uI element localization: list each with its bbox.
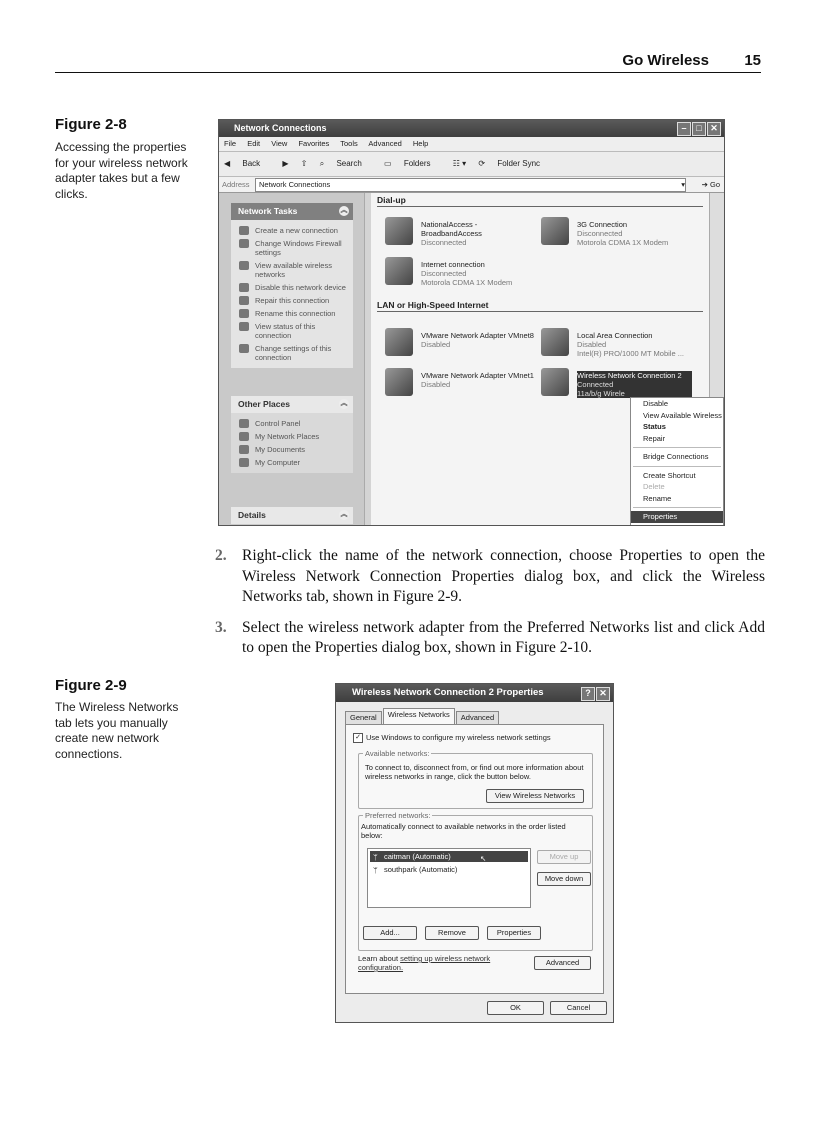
menu-separator [633, 447, 721, 448]
network-places-icon [239, 432, 249, 441]
search-icon: ⌕ [319, 159, 327, 168]
folders-icon: ▭ [384, 159, 394, 168]
network-connections-window [218, 119, 725, 526]
settings-icon [239, 344, 249, 353]
connection-name: NationalAccess - BroadbandAccess [421, 220, 482, 238]
dialog-tabs [345, 711, 500, 724]
running-head [55, 52, 761, 73]
ctx-bridge[interactable]: Bridge Connections [643, 452, 709, 461]
dialog-title: Wireless Network Connection 2 Properties [352, 687, 544, 698]
search-label: Search [336, 159, 362, 168]
place-documents[interactable] [231, 443, 353, 456]
window-titlebar [219, 120, 724, 137]
menu-bar [219, 137, 724, 152]
task-repair[interactable] [231, 294, 353, 307]
connection-name: VMware Network Adapter VMnet1 [421, 371, 534, 380]
step-text: Select the wireless network adapter from the Preferred Networks list and click Add to open the Properties dialog box, shown in Figure 2-10. [242, 618, 765, 656]
wireless-connection-icon [541, 368, 569, 396]
connection-status: Disabled [421, 380, 451, 389]
cursor-icon: ↖ [480, 854, 487, 863]
other-places-panel [231, 396, 353, 473]
connection-status: Disabled [421, 340, 451, 349]
lan-connection-icon [385, 328, 413, 356]
connection-item[interactable] [385, 217, 535, 251]
task-label: Disable this network device [255, 283, 346, 292]
move-up-button: Move up [537, 850, 591, 864]
instruction-steps [215, 546, 765, 669]
use-windows-checkbox[interactable] [353, 733, 551, 743]
connection-name: Wireless Network Connection 2 [577, 371, 682, 380]
repair-icon [239, 296, 249, 305]
remove-button[interactable]: Remove [425, 926, 479, 940]
dialog-body [345, 724, 604, 994]
folder-sync-button[interactable] [478, 159, 550, 168]
step-number: 3. [215, 618, 227, 636]
lan-connection-icon [385, 368, 413, 396]
go-icon: ➔ [701, 180, 710, 189]
other-places-title: Other Places [238, 399, 290, 409]
task-label: Change settings of this connection [255, 344, 332, 362]
tab-advanced[interactable]: Advanced [456, 711, 499, 724]
task-disable-device[interactable] [231, 281, 353, 294]
connection-name: VMware Network Adapter VMnet8 [421, 331, 534, 340]
task-label: Create a new connection [255, 226, 338, 235]
sync-icon: ⟳ [478, 159, 488, 168]
dialup-connection-icon [541, 217, 569, 245]
connection-device: Motorola CDMA 1X Modem [421, 278, 513, 287]
view-wireless-networks-button[interactable]: View Wireless Networks [486, 789, 584, 803]
network-tasks-panel [231, 203, 353, 368]
control-panel-icon [239, 419, 249, 428]
firewall-icon [239, 239, 249, 248]
place-network-places[interactable] [231, 430, 353, 443]
task-label: View status of this connection [255, 322, 316, 340]
task-label: View available wireless networks [255, 261, 332, 279]
ctx-view-wireless[interactable]: View Available Wireless [643, 410, 722, 420]
maximize-icon[interactable]: □ [692, 122, 706, 136]
wireless-icon [239, 261, 249, 270]
search-button[interactable] [320, 159, 372, 168]
address-label: Address [222, 180, 250, 189]
menu-view[interactable]: View [271, 139, 288, 148]
connection-device: Motorola CDMA 1X Modem [577, 238, 669, 247]
place-label: My Network Places [255, 432, 320, 441]
step-text: Right-click the name of the network connection, choose Properties to open the Wireless Network Connection Properties dialog box, and click the Wireless Networks tab, shown in Figure 2-9. [242, 547, 765, 605]
address-input[interactable] [255, 178, 686, 192]
step-item [215, 618, 765, 659]
figure-2-9-caption: The Wireless Networks tab lets you manually create new network connections. [55, 700, 179, 761]
tab-wireless-networks[interactable]: Wireless Networks [383, 708, 455, 724]
ctx-delete: Delete [643, 482, 665, 491]
checkmark-icon: ✓ [353, 733, 363, 743]
task-create-connection[interactable] [231, 224, 353, 237]
views-button[interactable]: ☷ ▾ [452, 159, 467, 168]
ctx-create-shortcut[interactable]: Create Shortcut [643, 470, 696, 480]
add-button[interactable]: Add... [363, 926, 417, 940]
ctx-disable[interactable]: Disable [643, 399, 669, 408]
connection-status: Disconnected [577, 229, 623, 238]
network-item[interactable] [370, 851, 528, 862]
connection-name: Local Area Connection [577, 331, 653, 340]
collapse-icon[interactable]: ︽ [340, 511, 348, 518]
wireless-network-icon: ᛘ [373, 853, 378, 862]
up-icon[interactable]: ⇧ [300, 159, 308, 168]
available-networks-legend: Available networks: [365, 749, 430, 758]
details-panel [231, 507, 353, 524]
go-label: Go [709, 180, 720, 189]
address-bar [219, 177, 724, 193]
connection-item[interactable] [385, 257, 535, 291]
menu-tools[interactable]: Tools [340, 139, 358, 148]
place-label: My Computer [255, 458, 301, 467]
close-icon[interactable]: ✕ [596, 687, 610, 701]
preferred-networks-text: Automatically connect to available networks in the order listed below: [361, 822, 566, 840]
place-control-panel[interactable] [231, 417, 353, 430]
network-item[interactable] [370, 864, 528, 875]
running-head-title: Go Wireless [622, 52, 709, 69]
ctx-properties[interactable]: Properties [631, 511, 723, 523]
place-computer[interactable] [231, 456, 353, 469]
collapse-icon[interactable]: ︽ [340, 400, 348, 407]
use-windows-label: Use Windows to configure my wireless network settings [366, 733, 551, 742]
group-dialup: Dial-up [377, 195, 406, 205]
task-view-wireless[interactable] [231, 259, 353, 281]
context-menu [630, 397, 724, 526]
minimize-icon[interactable]: – [677, 122, 691, 136]
close-icon[interactable]: ✕ [707, 122, 721, 136]
figure-2-8-caption: Accessing the properties for your wireless network adapter takes but a few clicks. [55, 140, 188, 201]
connection-status: Connected [577, 380, 614, 389]
connection-item[interactable] [541, 328, 691, 362]
menu-help[interactable]: Help [412, 139, 429, 148]
group-divider [377, 206, 703, 207]
connection-status: Disabled [577, 340, 607, 349]
wireless-network-icon: ᛘ [373, 866, 378, 875]
ctx-status[interactable]: Status [643, 422, 666, 431]
figure-2-8-label: Figure 2-8 [55, 116, 127, 133]
connection-name: 3G Connection [577, 220, 628, 229]
details-title: Details [238, 510, 266, 520]
go-button[interactable] [702, 177, 720, 192]
place-label: My Documents [255, 445, 306, 454]
task-label: Change Windows Firewall settings [255, 239, 342, 257]
back-button[interactable] [224, 159, 270, 168]
collapse-icon[interactable]: ︽ [340, 207, 348, 214]
task-label: Rename this connection [255, 309, 336, 318]
ctx-rename[interactable]: Rename [643, 493, 672, 503]
preferred-networks-group [358, 811, 593, 951]
forward-icon[interactable]: ▶ [282, 159, 289, 168]
back-label: Back [242, 159, 261, 168]
connection-name: Internet connection [421, 260, 485, 269]
menu-favorites[interactable]: Favorites [298, 139, 330, 148]
details-header[interactable] [231, 507, 353, 524]
advanced-button[interactable]: Advanced [534, 956, 591, 970]
menu-edit[interactable]: Edit [247, 139, 261, 148]
address-dropdown-icon[interactable]: ▾ [681, 180, 685, 189]
ctx-repair[interactable]: Repair [643, 433, 666, 443]
properties-button[interactable]: Properties [487, 926, 541, 940]
dialup-connection-icon [385, 257, 413, 285]
move-down-button[interactable]: Move down [537, 872, 591, 886]
connection-device: Intel(R) PRO/1000 MT Mobile ... [577, 349, 684, 358]
network-name: caitman (Automatic) [384, 852, 451, 861]
place-label: Control Panel [255, 419, 301, 428]
page-number: 15 [744, 52, 761, 69]
folders-label: Folders [403, 159, 431, 168]
learn-about-text [358, 954, 508, 972]
status-icon [239, 322, 249, 331]
network-name: southpark (Automatic) [384, 865, 458, 874]
folders-button[interactable] [384, 159, 440, 168]
documents-icon [239, 445, 249, 454]
folder-sync-label: Folder Sync [497, 159, 541, 168]
task-view-status[interactable] [231, 320, 353, 342]
connection-status: Disconnected [421, 238, 467, 247]
available-networks-text: To connect to, disconnect from, or find out more information about wireless networks in range, click the button below. [365, 763, 584, 781]
menu-separator [633, 507, 721, 508]
dialup-connection-icon [385, 217, 413, 245]
new-connection-icon [239, 226, 249, 235]
menu-advanced[interactable]: Advanced [368, 139, 402, 148]
dialog-titlebar [336, 684, 613, 702]
window-title: Network Connections [234, 123, 327, 133]
preferred-networks-legend: Preferred networks: [365, 811, 431, 820]
step-item [215, 546, 765, 608]
menu-separator [633, 466, 721, 467]
ok-button[interactable]: OK [487, 1001, 544, 1015]
address-value: Network Connections [259, 180, 331, 189]
task-rename[interactable] [231, 307, 353, 320]
connection-item[interactable] [385, 328, 535, 362]
available-networks-group [358, 749, 593, 809]
menu-file[interactable]: File [224, 139, 237, 148]
learn-about-prefix: Learn about [358, 954, 399, 963]
cancel-button[interactable]: Cancel [550, 1001, 607, 1015]
tab-general[interactable]: General [345, 711, 382, 724]
disable-icon [239, 283, 249, 292]
connection-status: Disconnected [421, 269, 467, 278]
toolbar [219, 152, 724, 177]
task-change-settings[interactable] [231, 342, 353, 364]
task-pane [219, 193, 364, 525]
group-divider [377, 311, 703, 312]
wireless-properties-dialog [335, 683, 614, 1023]
back-icon: ◀ [224, 159, 233, 168]
lan-connection-icon [541, 328, 569, 356]
network-tasks-header[interactable] [231, 203, 353, 220]
connection-device: 11a/b/g Wirele [577, 389, 625, 398]
connection-item[interactable] [541, 217, 691, 251]
computer-icon [239, 458, 249, 467]
network-tasks-title: Network Tasks [238, 206, 298, 216]
learn-about-link[interactable]: setting up wireless network configuration. [358, 954, 491, 972]
rename-icon [239, 309, 249, 318]
task-firewall[interactable] [231, 237, 353, 259]
group-lan: LAN or High-Speed Internet [377, 300, 489, 310]
step-number: 2. [215, 547, 227, 564]
other-places-header[interactable] [231, 396, 353, 413]
help-icon[interactable]: ? [581, 687, 595, 701]
connection-item[interactable] [385, 368, 535, 402]
task-label: Repair this connection [255, 296, 330, 305]
preferred-networks-list [367, 848, 531, 908]
figure-2-9-label: Figure 2-9 [55, 677, 127, 694]
